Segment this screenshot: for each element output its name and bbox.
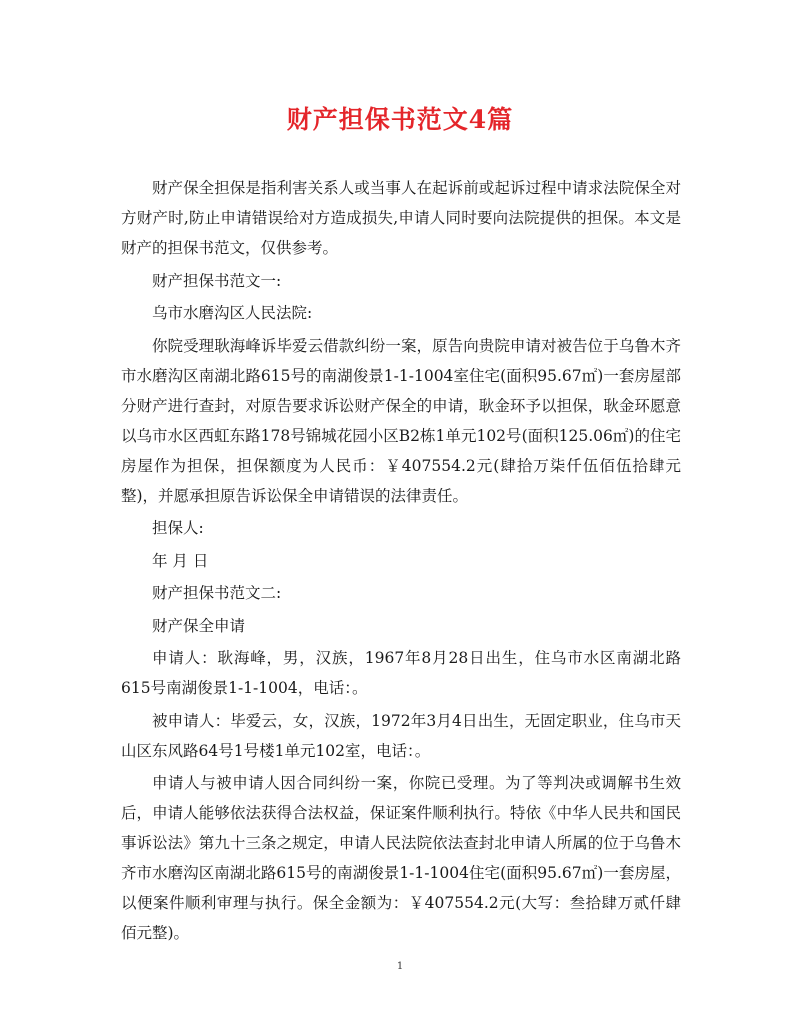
guarantee-paragraph: 你院受理耿海峰诉毕爱云借款纠纷一案，原告向贵院申请对被告位于乌鲁木齐市水磨沟区南湖北路615号的南湖俊景1-1-1004室住宅(面积95.67㎡)一套房屋部分财产进行查封，对原告要求诉讼财产保全的申请，耿金环予以担保，耿金环愿意以乌市水区西虹东路178号锦城花园小区B2栋1单元102号(面积125.06㎡)的住宅房屋作为担保，担保额度为人民币：￥407554.2元(肆拾万柒仟伍佰伍拾肆元整)，并愿承担原告诉讼保全申请错误的法律责任。	[121, 336, 681, 505]
date-line: 年 月 日	[152, 551, 209, 570]
page-number: 1	[396, 961, 404, 972]
application-title: 财产保全申请	[152, 616, 246, 635]
document-body	[121, 173, 681, 951]
intro-paragraph: 财产保全担保是指利害关系人或当事人在起诉前或起诉过程中请求法院保全对方财产时,防止申请错误给对方造成损失,申请人同时要向法院提供的担保。本文是财产的担保书范文，仅供参考。	[121, 179, 681, 257]
section-heading-one: 财产担保书范文一:	[152, 271, 282, 290]
applicant-paragraph: 申请人：耿海峰，男，汉族，1967年8月28日出生，住乌市水区南湖北路615号南湖俊景1-1-1004，电话：。	[121, 649, 681, 697]
document-title: 财产担保书范文4篇	[286, 105, 514, 134]
application-body-paragraph: 申请人与被申请人因合同纠纷一案，你院已受理。为了等判决或调解书生效后，申请人能够依法获得合法权益，保证案件顺利执行。特依《中华人民共和国民事诉讼法》第九十三条之规定，申请人民法院依法查封北申请人所属的位于乌鲁木齐市水磨沟区南湖北路615号的南湖俊景1-1-1004住宅(面积95.67㎡)一套房屋，以便案件顺利审理与执行。保全金额为：￥407554.2元(大写：叁拾肆万贰仟肆佰元整)。	[121, 774, 681, 942]
guarantor-label: 担保人:	[152, 519, 204, 537]
respondent-paragraph: 被申请人：毕爱云，女，汉族，1972年3月4日出生，无固定职业，住乌市天山区东风路64号1号楼1单元102室，电话：。	[121, 711, 681, 760]
court-addressee: 乌市水磨沟区人民法院:	[152, 304, 313, 322]
section-heading-two: 财产担保书范文二:	[152, 584, 282, 602]
